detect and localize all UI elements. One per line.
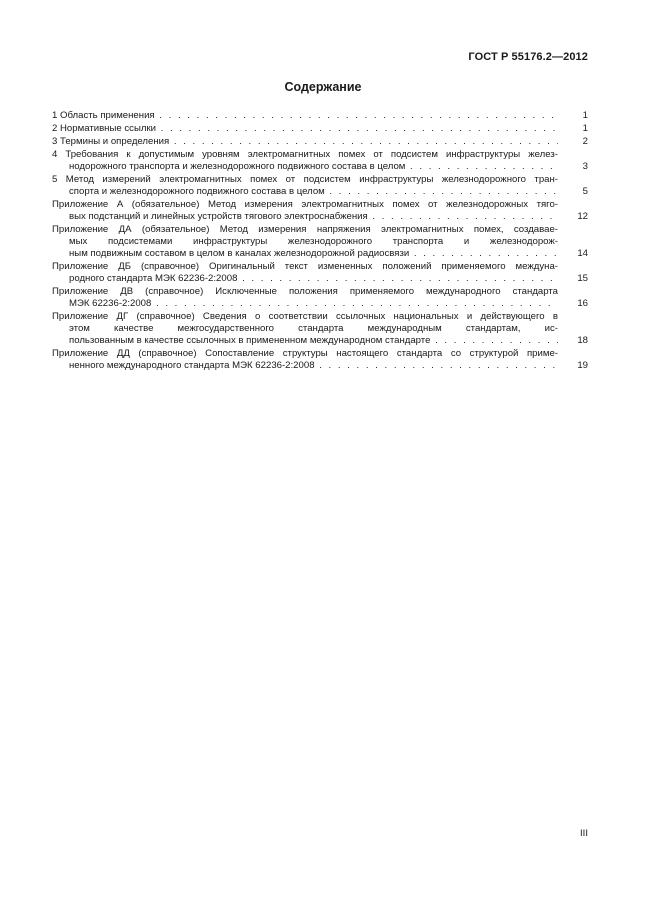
toc-entry[interactable]: [52, 123, 588, 135]
toc-entry[interactable]: [52, 286, 588, 310]
toc-entry[interactable]: [52, 348, 588, 372]
document-header: ГОСТ Р 55176.2—2012: [468, 51, 588, 63]
toc-entry-text: этом качестве межгосударственного стандарта международным стандартам, ис-: [69, 323, 558, 334]
toc-entry-text: ненного международного стандарта МЭК 62236-2:2008 . . .: [52, 360, 558, 372]
toc-entry-text: Приложение ДД (справочное) Сопоставление структуры настоящего стандарта со структурой приме-: [52, 348, 558, 359]
toc-entry[interactable]: [52, 311, 588, 347]
toc-entry[interactable]: [52, 261, 588, 285]
page-title: Содержание: [284, 80, 362, 94]
toc-entry-text: Приложение ДВ (справочное) Исключенные положения применяемого международного стандарта: [52, 286, 558, 297]
toc-entry[interactable]: [52, 110, 588, 122]
toc-page-number: 16: [577, 298, 588, 309]
toc-entry-text: 3 Термины и определения . . .: [52, 136, 558, 148]
toc-entry-text: 1 Область применения . . .: [52, 110, 558, 122]
toc-entry[interactable]: [52, 224, 588, 260]
toc-entry-text: 5 Метод измерений электромагнитных помех от подсистем инфраструктуры железнодорожного тран-: [52, 174, 558, 185]
toc-page-number: 18: [577, 335, 588, 346]
toc-entry-text: нодорожного транспорта и железнодорожного подвижного состава в целом . . .: [52, 161, 558, 173]
toc-page-number: 1: [582, 110, 588, 121]
toc-page-number: 14: [577, 248, 588, 259]
toc-entry-text: ным подвижным составом в целом в каналах железнодорожной радиосвязи . . .: [52, 248, 558, 260]
toc-page-number: 19: [577, 360, 588, 371]
toc-entry[interactable]: [52, 149, 588, 173]
toc-page-number: 15: [577, 273, 588, 284]
toc-entry-text: вых подстанций и линейных устройств тягового электроснабжения . . .: [52, 211, 558, 223]
table-of-contents: [52, 110, 588, 372]
toc-page-number: 5: [582, 186, 588, 197]
toc-entry[interactable]: [52, 174, 588, 198]
toc-entry-text: Приложение А (обязательное) Метод измерения электромагнитных помех от железнодорожных тяго-: [52, 199, 558, 210]
toc-page-number: 3: [582, 161, 588, 172]
toc-entry-text: Приложение ДА (обязательное) Метод измерения напряжения электромагнитных помех, создавае-: [52, 224, 558, 235]
toc-page-number: 12: [577, 211, 588, 222]
toc-entry-text: Приложение ДБ (справочное) Оригинальный текст измененных положений применяемого междуна-: [52, 261, 558, 272]
toc-entry-text: родного стандарта МЭК 62236-2:2008 . . .: [52, 273, 558, 285]
page-number: III: [580, 828, 588, 839]
toc-entry-text: МЭК 62236-2:2008 . . .: [52, 298, 558, 310]
toc-entry-text: 4 Требования к допустимым уровням электромагнитных помех от подсистем инфраструктуры желез-: [52, 149, 558, 160]
toc-entry-text: 2 Нормативные ссылки . . .: [52, 123, 558, 135]
toc-page-number: 1: [582, 123, 588, 134]
toc-entry-text: спорта и железнодорожного подвижного состава в целом . . .: [52, 186, 558, 198]
toc-page-number: 2: [582, 136, 588, 147]
toc-entry-text: пользованным в качестве ссылочных в примененном международном стандарте . . .: [52, 335, 558, 347]
toc-entry-text: мых подсистемами инфраструктуры железнодорожного транспорта и железнодорож-: [69, 236, 558, 247]
toc-entry-text: Приложение ДГ (справочное) Сведения о соответствии ссылочных национальных и действующего в: [52, 311, 558, 322]
toc-entry[interactable]: [52, 136, 588, 148]
toc-entry[interactable]: [52, 199, 588, 223]
